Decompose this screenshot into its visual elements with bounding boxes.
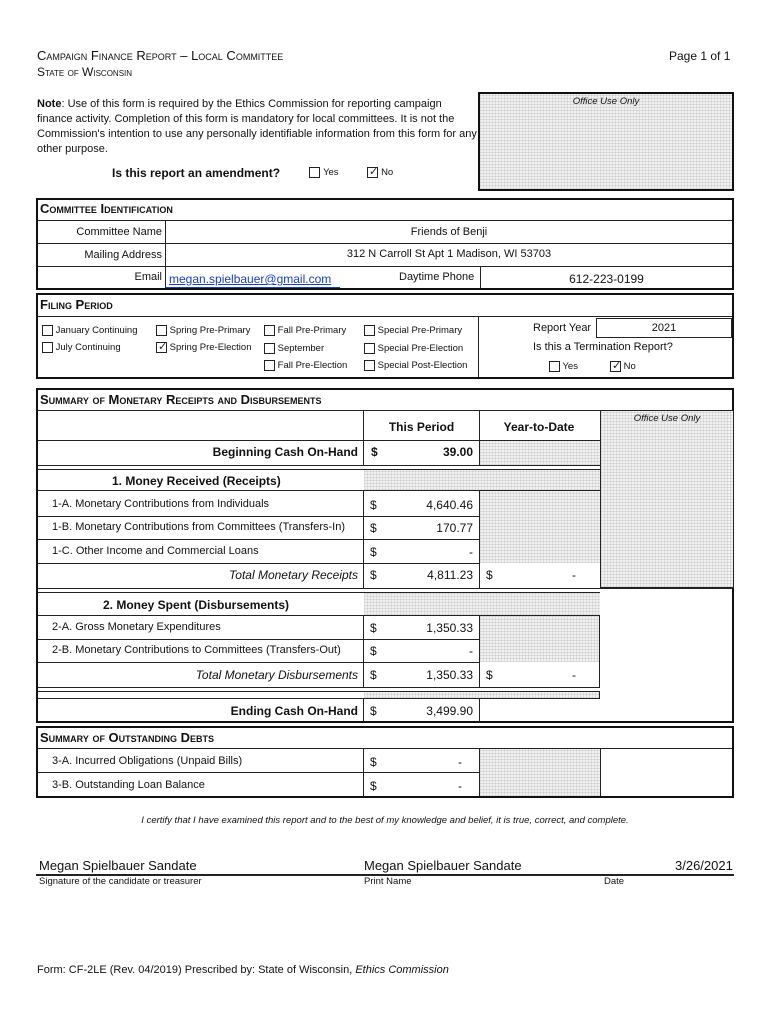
hatched-cell [364,470,600,490]
filing-checkbox[interactable] [156,342,167,353]
receipt-label: 1-B. Monetary Contributions from Committees (Transfers-In) [52,521,346,533]
receipts-header: 1. Money Received (Receipts) [112,474,281,488]
termination-no-checkbox[interactable] [610,361,621,372]
filing-option[interactable] [264,360,347,371]
certify-statement: I certify that I have examined this report and to the best of my knowledge and belief, it is true, correct, and complete. [141,815,629,826]
amendment-no[interactable] [367,166,393,178]
currency-symbol: $ [370,568,377,582]
filing-option-label: Spring Pre-Primary [169,325,251,337]
amendment-question: Is this report an amendment? [112,166,281,180]
termination-no-label: No [623,361,636,373]
mailing-address-label: Mailing Address [84,249,162,261]
report-year-field[interactable] [596,318,732,338]
hatched-cell [480,441,600,465]
report-year-label: Report Year [533,322,592,334]
committee-name-value: Friends of Benji [410,226,488,238]
total-receipts-ytd: - [572,568,576,582]
debt-label: 3-B. Outstanding Loan Balance [52,779,205,791]
summary-section-title: Summary of Monetary Receipts and Disbursements [40,392,322,407]
form-title: Campaign Finance Report – Local Committee [37,48,284,63]
currency-symbol: $ [370,644,377,658]
amendment-yes[interactable] [309,166,339,178]
filing-section-title: Filing Period [40,297,113,312]
footer-agency: Ethics Commission [355,964,449,976]
report-year-value: 2021 [651,322,677,334]
termination-no[interactable] [610,361,636,372]
filing-option-label: Fall Pre-Primary [277,325,347,337]
signature-value: Megan Spielbauer Sandate [39,858,197,873]
phone-label: Daytime Phone [399,271,475,283]
total-receipts-value: 4,811.23 [427,568,473,582]
col-ytd: Year-to-Date [503,420,575,434]
beginning-label: Beginning Cash On-Hand [212,445,358,459]
filing-checkbox[interactable] [42,342,53,353]
currency-symbol: $ [486,568,493,582]
debts-section-title: Summary of Outstanding Debts [40,730,214,745]
filing-option[interactable] [42,342,121,353]
filing-option-label: Special Pre-Primary [377,325,463,337]
filing-checkbox[interactable] [364,343,375,354]
ending-label: Ending Cash On-Hand [230,704,358,718]
ending-value: 3,499.90 [426,704,473,718]
total-disb-ytd: - [572,668,576,682]
filing-checkbox[interactable] [264,325,275,336]
currency-symbol: $ [370,545,377,559]
footer-text: Form: CF-2LE (Rev. 04/2019) Prescribed by: State of Wisconsin, [37,964,356,976]
filing-option[interactable] [156,342,252,353]
phone-value: 612-223-0199 [569,272,644,286]
footer [37,964,449,976]
disb-label: 2-B. Monetary Contributions to Committees (Transfers-Out) [52,644,341,656]
form-subtitle: State of Wisconsin [37,65,133,79]
debt-value: - [458,755,462,769]
disb-label: 2-A. Gross Monetary Expenditures [52,621,221,633]
email-label: Email [134,271,162,283]
filing-option[interactable] [264,325,346,336]
currency-symbol: $ [370,621,377,635]
filing-option[interactable] [264,343,324,354]
filing-checkbox[interactable] [264,360,275,371]
termination-yes[interactable] [549,361,578,372]
committee-name-label: Committee Name [76,226,162,238]
termination-yes-checkbox[interactable] [549,361,560,372]
receipt-label: 1-C. Other Income and Commercial Loans [52,545,259,557]
date-value: 3/26/2021 [675,858,733,873]
filing-option[interactable] [364,325,462,336]
disb-value: - [469,644,473,658]
office-use-label: Office Use Only [572,96,640,107]
receipt-label: 1-A. Monetary Contributions from Individuals [52,498,270,510]
amendment-no-label: No [381,167,394,178]
disb-header: 2. Money Spent (Disbursements) [103,598,290,612]
currency-symbol: $ [370,668,377,682]
termination-yes-label: Yes [562,361,578,373]
note [37,97,477,157]
debt-value: - [458,779,462,793]
filing-option-label: Special Pre-Election [377,343,464,355]
beginning-value: 39.00 [442,445,473,459]
col-this-period: This Period [388,420,455,434]
summary-office-use-label: Office Use Only [633,413,701,424]
summary-office-use [600,410,734,588]
filing-option-label: Special Post-Election [377,360,468,372]
page-number: Page 1 of 1 [669,49,731,63]
filing-option[interactable] [42,325,138,336]
currency-symbol: $ [486,668,493,682]
currency-symbol: $ [371,445,378,459]
hatched-cell [480,616,599,662]
filing-option[interactable] [364,343,463,354]
amendment-yes-label: Yes [323,167,339,178]
committee-section-title: Committee Identification [40,201,173,216]
receipt-value: - [469,545,473,559]
filing-checkbox[interactable] [264,343,275,354]
filing-option-label: Spring Pre-Election [169,342,252,354]
date-label: Date [604,876,625,887]
receipt-value: 4,640.46 [426,498,473,512]
debt-label: 3-A. Incurred Obligations (Unpaid Bills) [52,755,243,767]
email-value[interactable]: megan.spielbauer@gmail.com [169,272,332,286]
currency-symbol: $ [370,755,377,769]
currency-symbol: $ [370,521,377,535]
filing-option-label: Fall Pre-Election [277,360,348,372]
receipt-value: 170.77 [436,521,473,535]
mailing-address-value: 312 N Carroll St Apt 1 Madison, WI 53703 [346,248,552,260]
filing-option[interactable] [156,325,250,336]
hatched-cell [364,593,600,615]
currency-symbol: $ [370,498,377,512]
office-use-box [478,92,734,191]
total-receipts-label: Total Monetary Receipts [229,568,358,582]
print-name-value: Megan Spielbauer Sandate [364,858,522,873]
total-disb-value: 1,350.33 [426,668,473,682]
filing-option-label: January Continuing [55,325,138,337]
signature-label: Signature of the candidate or treasurer [39,876,202,887]
filing-checkbox[interactable] [156,325,167,336]
currency-symbol: $ [370,704,377,718]
print-name-label: Print Name [364,876,412,887]
disb-value: 1,350.33 [426,621,473,635]
filing-option-label: September [277,343,325,355]
note-label: Note [37,98,62,110]
hatched-cell [480,749,600,796]
amendment-yes-checkbox[interactable] [309,167,320,178]
amendment-no-checkbox[interactable] [367,167,378,178]
filing-option-label: July Continuing [55,342,121,354]
currency-symbol: $ [370,779,377,793]
filing-option[interactable] [364,360,467,371]
filing-checkbox[interactable] [42,325,53,336]
filing-checkbox[interactable] [364,325,375,336]
termination-question: Is this a Termination Report? [533,341,673,353]
note-text: : Use of this form is required by the Ethics Commission for reporting campaign finance activity. Completion of this form is mandatory for local committees. It is not the Commission's intention to use any personally identifiable information from this form for any other purpose. [37,98,477,155]
total-disb-label: Total Monetary Disbursements [195,668,358,682]
filing-checkbox[interactable] [364,360,375,371]
hatched-cell [480,491,600,563]
